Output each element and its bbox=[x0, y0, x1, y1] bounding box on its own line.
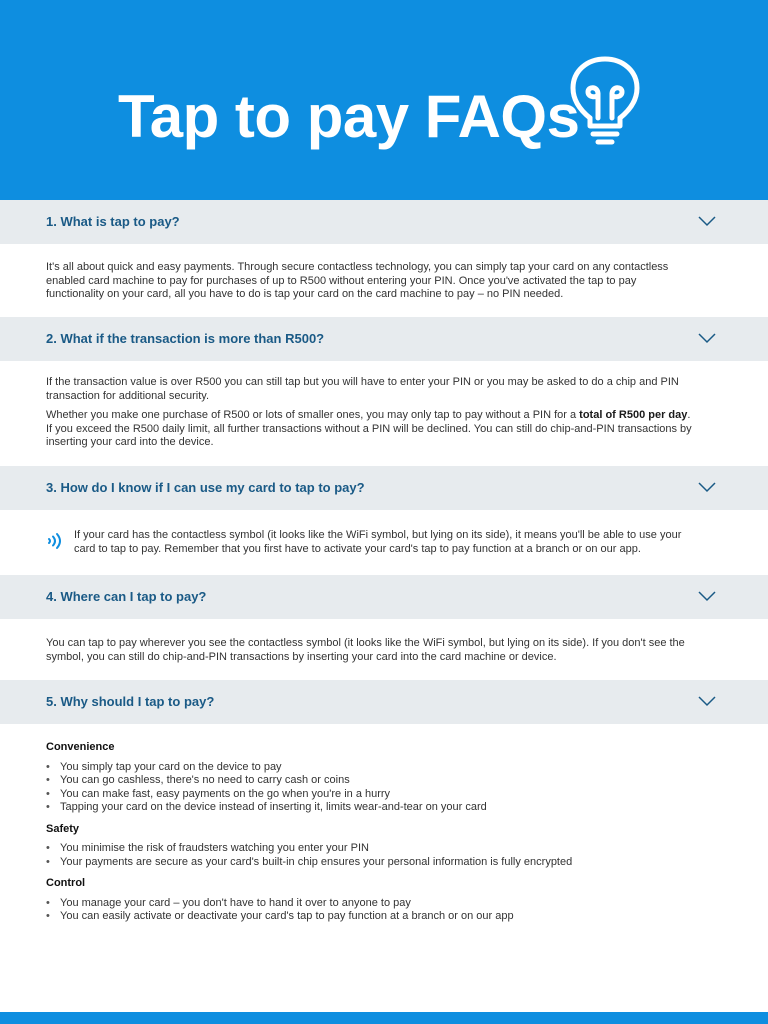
faq-2-question: 2. What if the transaction is more than R500? bbox=[46, 331, 325, 346]
faq-2-answer-text-2 bbox=[46, 409, 696, 450]
footer-bar bbox=[0, 1012, 768, 1024]
faq-5-header[interactable] bbox=[0, 680, 768, 724]
faq-1-question: 1. What is tap to pay? bbox=[46, 214, 180, 229]
section-heading-control: Control bbox=[46, 877, 86, 889]
convenience-list bbox=[46, 761, 696, 815]
faq-4-question: 4. Where can I tap to pay? bbox=[46, 589, 207, 604]
faq-2-answer-post: . If you exceed the R500 daily limit, all further transactions without a PIN will be declined. You can still do chip-and-PIN transactions by inserting your card into the device. bbox=[46, 409, 692, 448]
page-title: Tap to pay FAQs bbox=[118, 83, 580, 150]
lightbulb-icon bbox=[568, 56, 642, 148]
list-item: • You can easily activate or deactivate your card's tap to pay function at a branch or on our app bbox=[46, 910, 696, 924]
list-item: • Your payments are secure as your card's built-in chip ensures your personal information is fully encrypted bbox=[46, 856, 696, 870]
list-item: • You simply tap your card on the device to pay bbox=[46, 761, 696, 775]
chevron-down-icon bbox=[698, 215, 716, 227]
faq-1-header[interactable] bbox=[0, 200, 768, 244]
safety-list bbox=[46, 842, 696, 869]
chevron-down-icon bbox=[698, 590, 716, 602]
chevron-down-icon bbox=[698, 481, 716, 493]
list-item: • You minimise the risk of fraudsters watching you enter your PIN bbox=[46, 842, 696, 856]
faq-2-answer-bold: total of R500 per day bbox=[579, 409, 688, 421]
section-heading-safety: Safety bbox=[46, 822, 80, 835]
section-heading-convenience: Convenience bbox=[46, 741, 115, 753]
header-banner bbox=[0, 0, 768, 200]
faq-2-answer-pre: Whether you make one purchase of R500 or lots of smaller ones, you may only tap to pay without a PIN for a bbox=[46, 409, 580, 421]
faq-2-answer bbox=[46, 376, 696, 456]
list-item: • You manage your card – you don't have to hand it over to anyone to pay bbox=[46, 897, 696, 911]
faq-4-header[interactable] bbox=[0, 575, 768, 619]
list-item: • You can go cashless, there's no need to carry cash or coins bbox=[46, 774, 696, 788]
chevron-down-icon bbox=[698, 332, 716, 344]
chevron-down-icon bbox=[698, 695, 716, 707]
faq-3-question: 3. How do I know if I can use my card to tap to pay? bbox=[46, 480, 365, 495]
faq-3-answer bbox=[74, 529, 698, 562]
faq-1-answer-text: It's all about quick and easy payments. Through secure contactless technology, you can simply tap your card on any contactless enabled card machine to pay for purchases of up to R500 without entering your PIN. Once you've activated the tap to pay functionality on your card, all you have to do is tap your card on the card machine to pay – no PIN needed. bbox=[46, 261, 669, 300]
faq-1-answer bbox=[46, 261, 696, 308]
list-item: • Tapping your card on the device instead of inserting it, limits wear-and-tear on your card bbox=[46, 801, 696, 815]
faq-4-answer-text: You can tap to pay wherever you see the contactless symbol (it looks like the WiFi symbol, but lying on its side). If you don't see the symbol, you can still do chip-and-PIN transactions by inserting your card into the card machine or device. bbox=[46, 637, 685, 663]
faq-5-answer bbox=[46, 741, 696, 932]
faq-4-answer bbox=[46, 637, 696, 670]
faq-2-answer-text-1: If the transaction value is over R500 you can still tap but you will have to enter your PIN or you may be asked to do a chip and PIN transaction for additional security. bbox=[46, 376, 679, 402]
control-list bbox=[46, 897, 696, 924]
contactless-icon bbox=[46, 531, 66, 551]
faq-5-question: 5. Why should I tap to pay? bbox=[46, 694, 215, 709]
faq-3-header[interactable] bbox=[0, 466, 768, 510]
faq-2-header[interactable] bbox=[0, 317, 768, 361]
list-item: • You can make fast, easy payments on the go when you're in a hurry bbox=[46, 788, 696, 802]
faq-3-answer-text: If your card has the contactless symbol (it looks like the WiFi symbol, but lying on its side), it means you'll be able to use your card to tap to pay. Remember that you first have to activate your card's tap to pay function at a branch or on our app. bbox=[74, 529, 682, 555]
